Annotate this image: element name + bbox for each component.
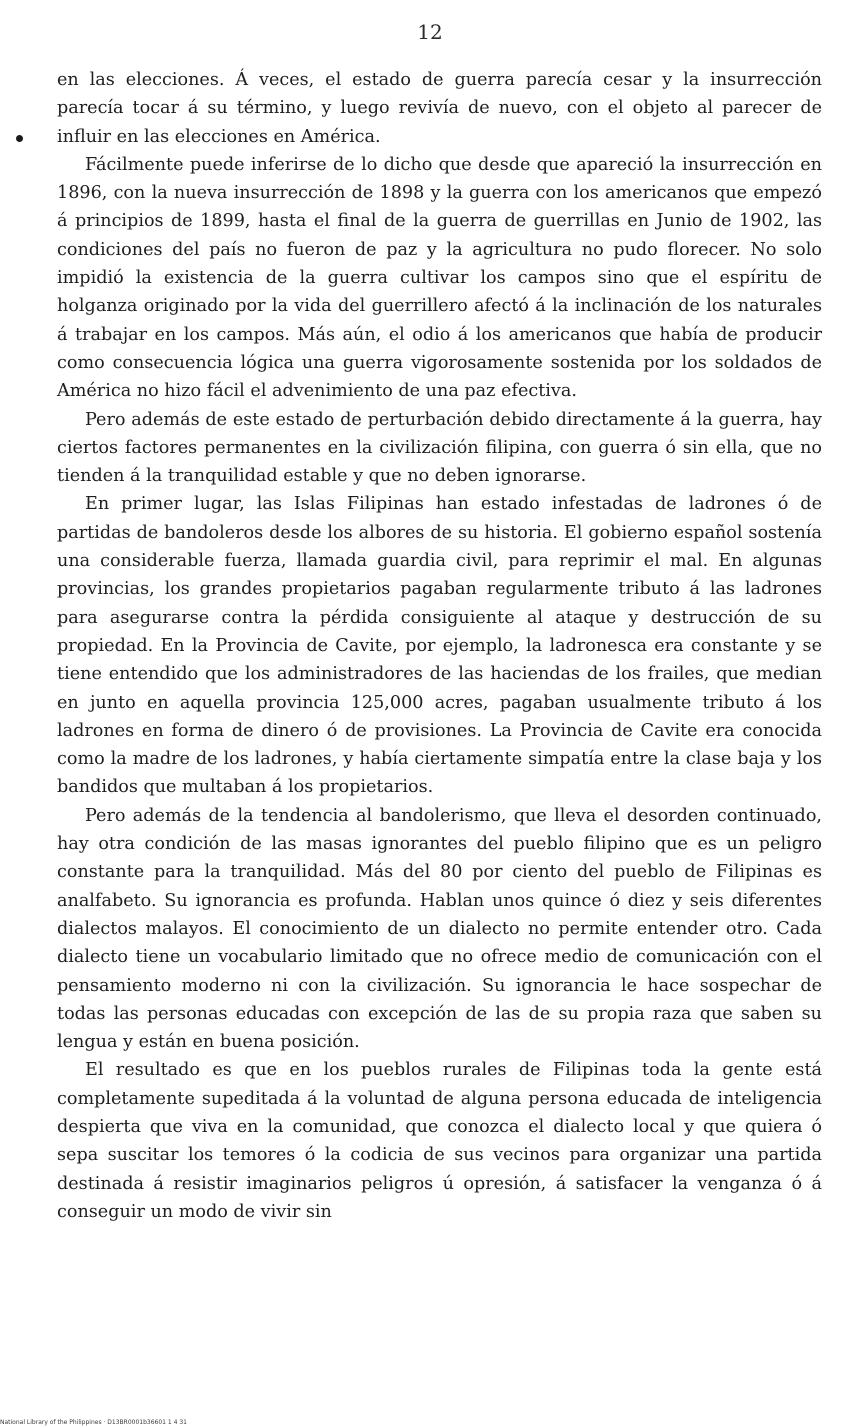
paragraph-6: El resultado es que en los pueblos rurales de Filipinas toda la gente está completamente supeditada á la voluntad de alguna persona educada de inteligencia despierta que viva en la comunidad, que conozca el dialecto local y que quiera ó sepa suscitar los temores ó la codicia de sus vecinos para organizar una partida destinada á resistir imaginarios peligros ú opresión, á satisfacer la venganza ó á conseguir un modo de vivir sin (57, 1060, 822, 1222)
paragraph-1: en las elecciones. Á veces, el estado de guerra parecía cesar y la insurrección parecía tocar á su término, y luego revivía de nuevo, con el objeto al parecer de influir en las elecciones en América. (57, 70, 822, 147)
paragraph-2: Fácilmente puede inferirse de lo dicho que desde que apareció la insurrección en 1896, con la nueva insurrección de 1898 y la guerra con los americanos que empezó á principios de 1899, hasta el final de la guerra de guerrillas en Junio de 1902, las condiciones del país no fueron de paz y la agricultura no pudo florecer. No solo impidió la existencia de la guerra cultivar los campos sino que el espíritu de holganza originado por la vida del guerrillero afectó á la inclinación de los naturales á trabajar en los campos. Más aún, el odio á los americanos que había de producir como consecuencia lógica una guerra vigorosamente sostenida por los soldados de América no hizo fácil el advenimiento de una paz efectiva. (57, 154, 822, 402)
margin-dot-mark (16, 135, 23, 142)
paragraph-5: Pero además de la tendencia al bandolerismo, que lleva el desorden continuado, hay otra condición de las masas ignorantes del pueblo filipino que es un peligro constante para la tranquilidad. Más del 80 por ciento del pueblo de Filipinas es analfabeto. Su ignorancia es profunda. Hablan unos quince ó diez y seis diferentes dialectos malayos. El conocimiento de un dialecto no permite entender otro. Cada dialecto tiene un vocabulario limitado que no ofrece medio de comunicación con el pensamiento moderno ni con la civilización. Su ignorancia le hace sospechar de todas las personas educadas con excepción de las de su propia raza que saben su lengua y están en buena posición. (57, 805, 822, 1053)
body-text (57, 66, 822, 1226)
footer-watermark: National Library of the Philippines · D13BR0001b36601 1 4 31 (0, 1419, 187, 1426)
page-number: 12 (417, 20, 443, 44)
paragraph-3: Pero además de este estado de perturbación debido directamente á la guerra, hay ciertos factores permanentes en la civilización filipina, con guerra ó sin ella, que no tienden á la tranquilidad estable y que no deben ignorarse. (57, 409, 822, 487)
paragraph-4: En primer lugar, las Islas Filipinas han estado infestadas de ladrones ó de partidas de bandoleros desde los albores de su historia. El gobierno español sostenía una considerable fuerza, llamada guardia civil, para reprimir el mal. En algunas provincias, los grandes propietarios pagaban regularmente tributo á las ladrones para asegurarse contra la pérdida consiguiente al ataque y destrucción de su propiedad. En la Provincia de Cavite, por ejemplo, la ladronesca era constante y se tiene entendido que los administradores de las haciendas de los frailes, que median en junto en aquella provincia 125,000 acres, pagaban usualmente tributo á los ladrones en forma de dinero ó de provisiones. La Provincia de Cavite era conocida como la madre de los ladrones, y había ciertamente simpatía entre la clase baja y los bandidos que multaban á los propietarios. (57, 494, 822, 798)
